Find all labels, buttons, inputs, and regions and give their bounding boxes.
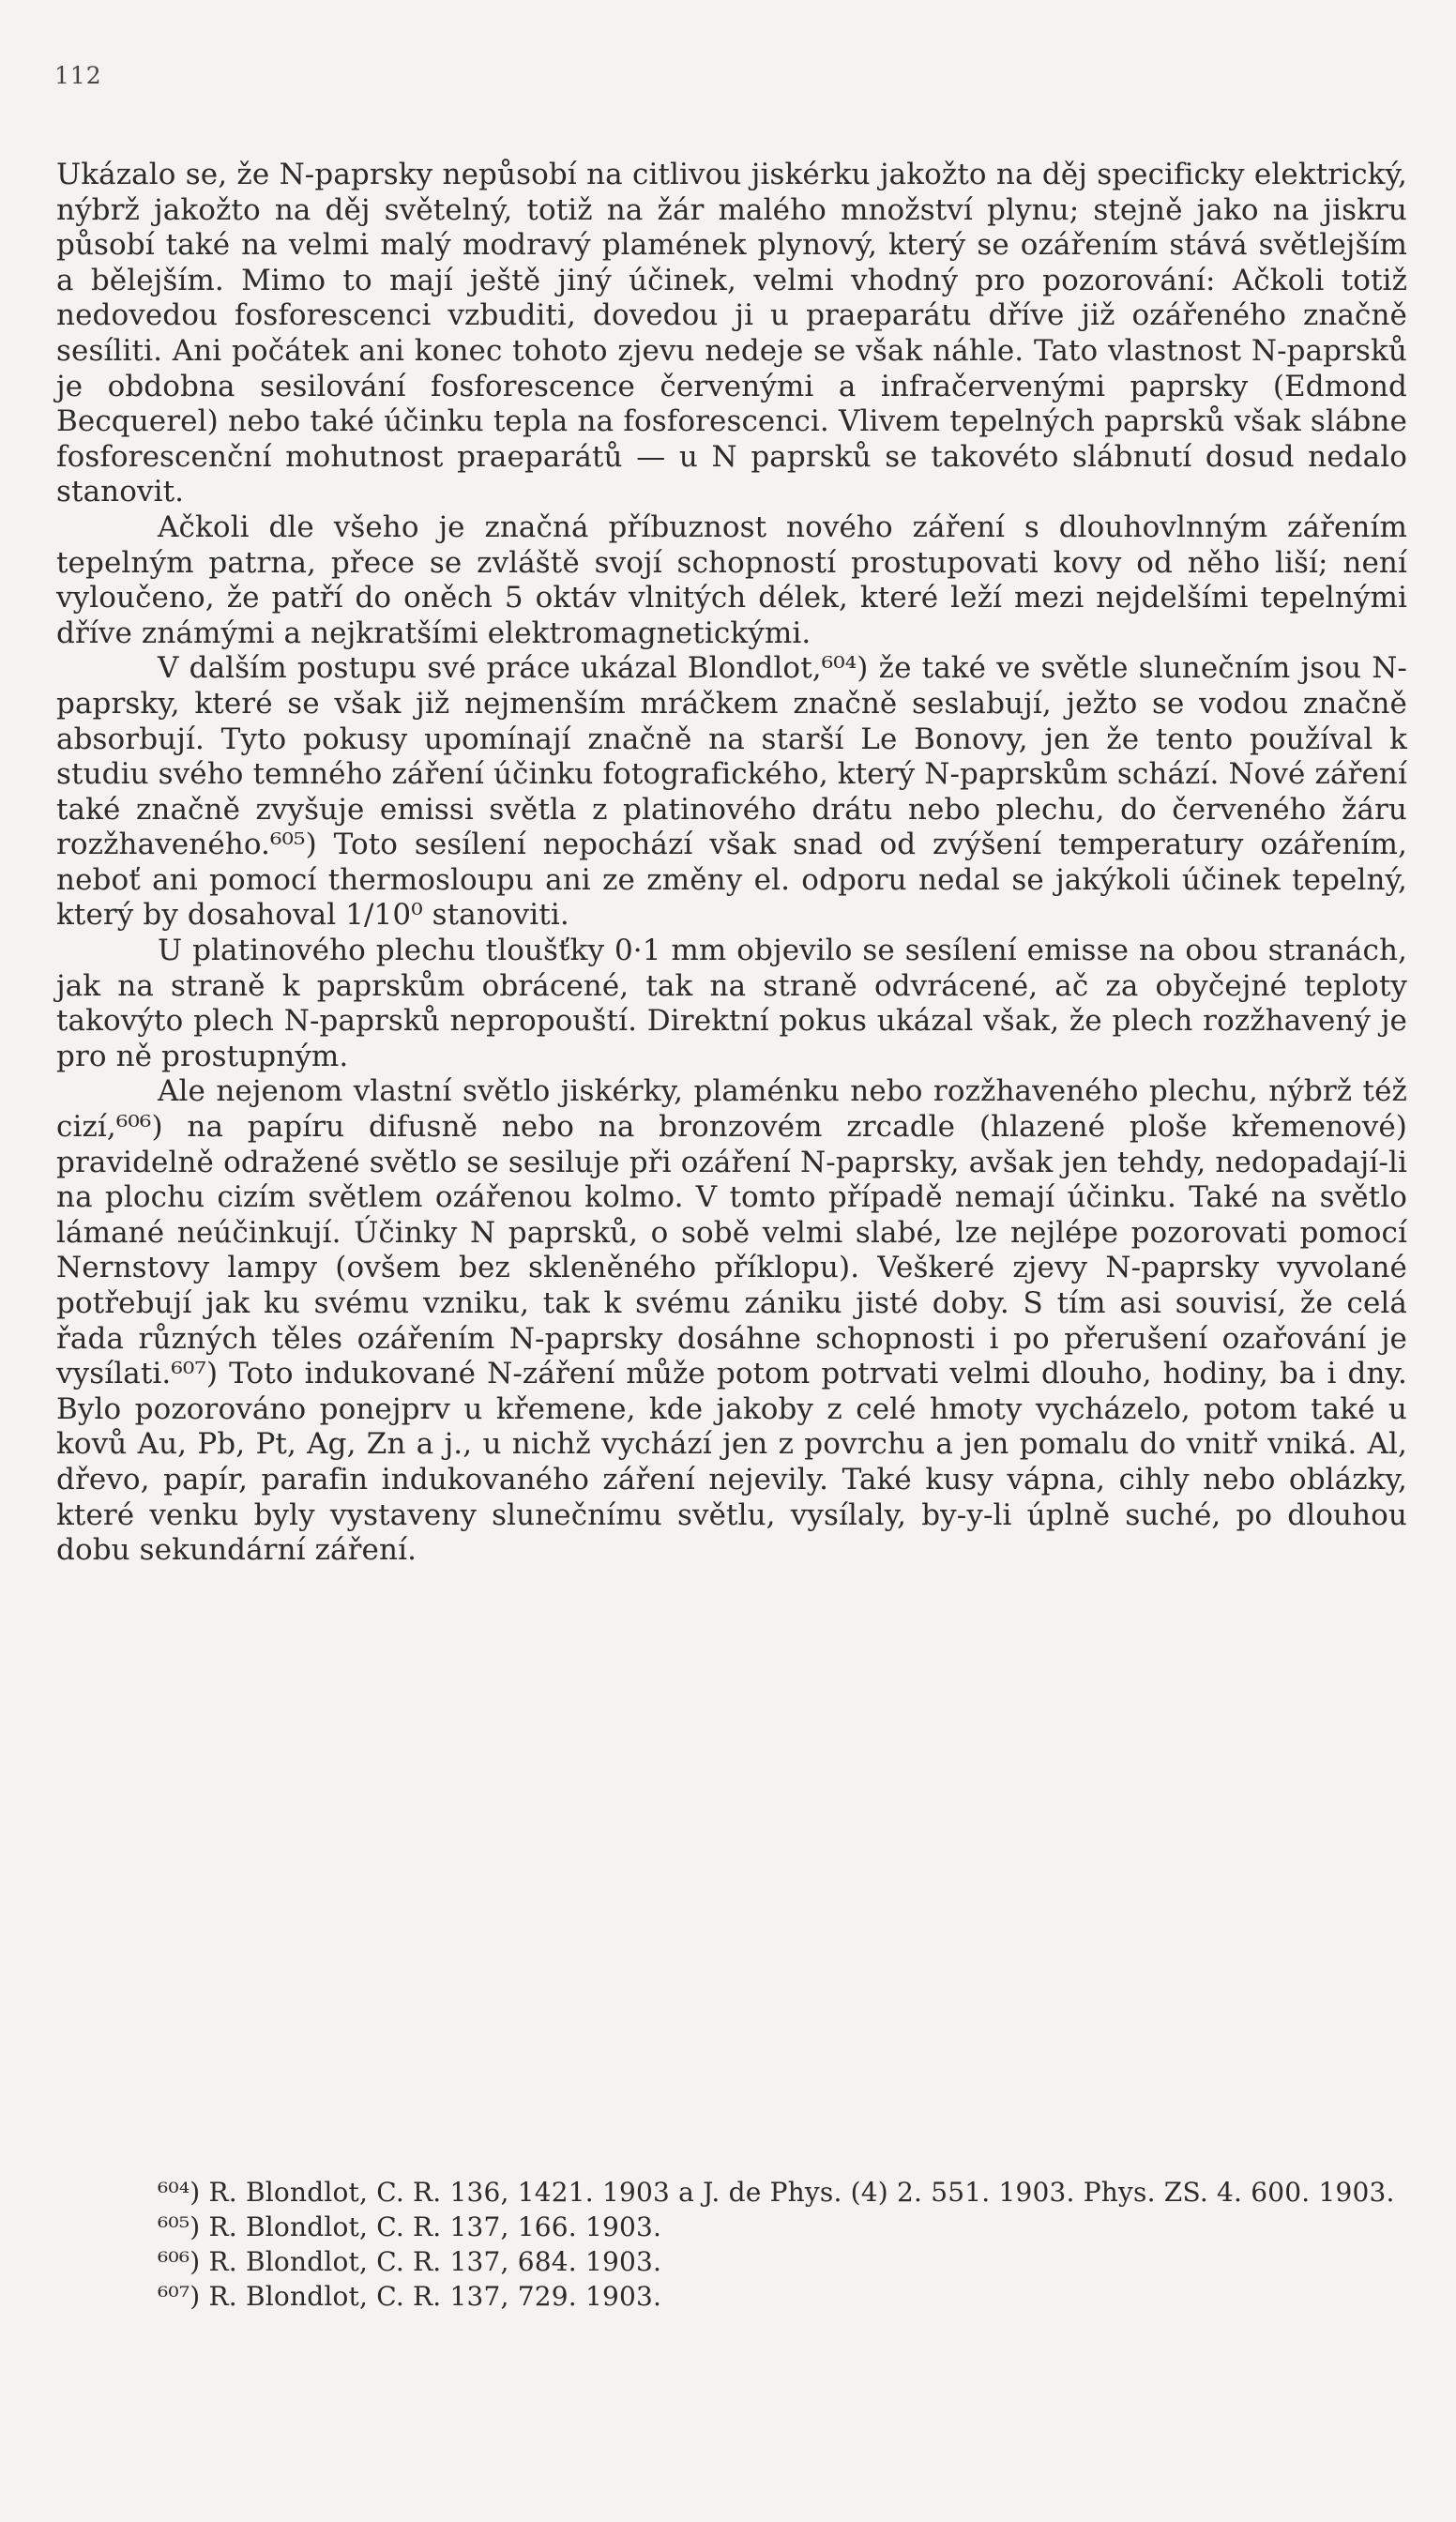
body-text — [56, 158, 1407, 1569]
paragraph: U platinového plechu tloušťky 0·1 mm objevilo se sesílení emisse na obou stranách, jak na straně k paprskům obrácené, tak na straně odvrácené, ač za obyčejné teploty takovýto plech N-paprsků nepropouští. Direktní pokus ukázal však, že plech rozžhavený je pro ně prostupným. — [56, 934, 1407, 1073]
page-number: 112 — [54, 62, 102, 89]
footnote: ⁶⁰⁶) R. Blondlot, C. R. 137, 684. 1903. — [158, 2246, 662, 2277]
paragraph: Ačkoli dle všeho je značná příbuznost nového záření s dlouhovlnným zářením tepelným patrna, přece se zvláště svojí schopností prostupovati kovy od něho liší; není vyloučeno, že patří do oněch 5 oktáv vlnitých délek, které leží mezi nejdelšími tepelnými dříve známými a nejkratšími elektromagnetickými. — [56, 509, 1407, 650]
footnotes — [56, 2175, 1407, 2314]
paragraph: V dalším postupu své práce ukázal Blondlot,⁶⁰⁴) že také ve světle slunečním jsou N-paprsky, které se však již nejmenším mráčkem značně seslabují, ježto se vodou značně absorbují. Tyto pokusy upomínají značně na starší Le Bonovy, jen že tento používal k studiu svého temného záření účinku fotografického, který N-paprskům schází. Nové záření také značně zvyšuje emissi světla z platinového drátu nebo plechu, do červeného žáru rozžhaveného.⁶⁰⁵) Toto sesílení nepochází však snad od zvýšení temperatury ozářením, neboť ani pomocí thermosloupu ani ze změny el. odporu nedal se jakýkoli účinek tepelný, který by dosahoval 1/10⁰ stanoviti. — [56, 651, 1407, 933]
paragraph: Ale nejenom vlastní světlo jiskérky, plaménku nebo rozžhaveného plechu, nýbrž též cizí,⁶⁰⁶) na papíru difusně nebo na bronzovém zrcadle (hlazené ploše křemenové) pravidelně odražené světlo se sesiluje při ozáření N-paprsky, avšak jen tehdy, nedopadají-li na plochu cizím světlem ozářenou kolmo. V tomto případě nemají účinku. Také na světlo lámané neúčinkují. Účinky N paprsků, o sobě velmi slabé, lze nejlépe pozorovati pomocí Nernstovy lampy (ovšem bez skleněného příklopu). Veškeré zjevy N-paprsky vyvolané potřebují jak ku svému vzniku, tak k svému zániku jisté doby. S tím asi souvisí, že celá řada různých těles ozářením N-paprsky dosáhne schopnosti i po přerušení ozařování je vysílati.⁶⁰⁷) Toto indukované N-záření může potom potrvati velmi dlouho, hodiny, ba i dny. Bylo pozorováno ponejprv u křemene, kde jakoby z celé hmoty vycházelo, potom také u kovů Au, Pb, Pt, Ag, Zn a j., u nichž vychází jen z povrchu a jen pomalu do vnitř vniká. Al, dřevo, papír, parafin indukovaného záření nejevily. Také kusy vápna, cihly nebo oblázky, které venku byly vystaveny slunečnímu světlu, vysílaly, by-y-li úplně suché, po dlouhou dobu sekundární záření. — [56, 1074, 1407, 1568]
footnote: ⁶⁰⁵) R. Blondlot, C. R. 137, 166. 1903. — [158, 2211, 662, 2242]
footnote: ⁶⁰⁷) R. Blondlot, C. R. 137, 729. 1903. — [158, 2281, 662, 2312]
paragraph: Ukázalo se, že N-paprsky nepůsobí na citlivou jiskérku jakožto na děj specificky elektrický, nýbrž jakožto na děj světelný, totiž na žár malého množství plynu; stejně jako na jiskru působí také na velmi malý modravý plamének plynový, který se ozářením stává světlejším a bělejším. Mimo to mají ještě jiný účinek, velmi vhodný pro pozorování: Ačkoli totiž nedovedou fosforescenci vzbuditi, dovedou ji u praeparátu dříve již ozářeného značně sesíliti. Ani počátek ani konec tohoto zjevu nedeje se však náhle. Tato vlastnost N-paprsků je obdobna sesilování fosforescence červenými a infračervenými paprsky (Edmond Becquerel) nebo také účinku tepla na fosforescenci. Vlivem tepelných paprsků však slábne fosforescenční mohutnost praeparátů — u N paprsků se takovéto slábnutí dosud nedalo stanovit. — [56, 158, 1407, 509]
footnote: ⁶⁰⁴) R. Blondlot, C. R. 136, 1421. 1903 a J. de Phys. (4) 2. 551. 1903. Phys. ZS. 4. 600. 1903. — [158, 2177, 1395, 2208]
